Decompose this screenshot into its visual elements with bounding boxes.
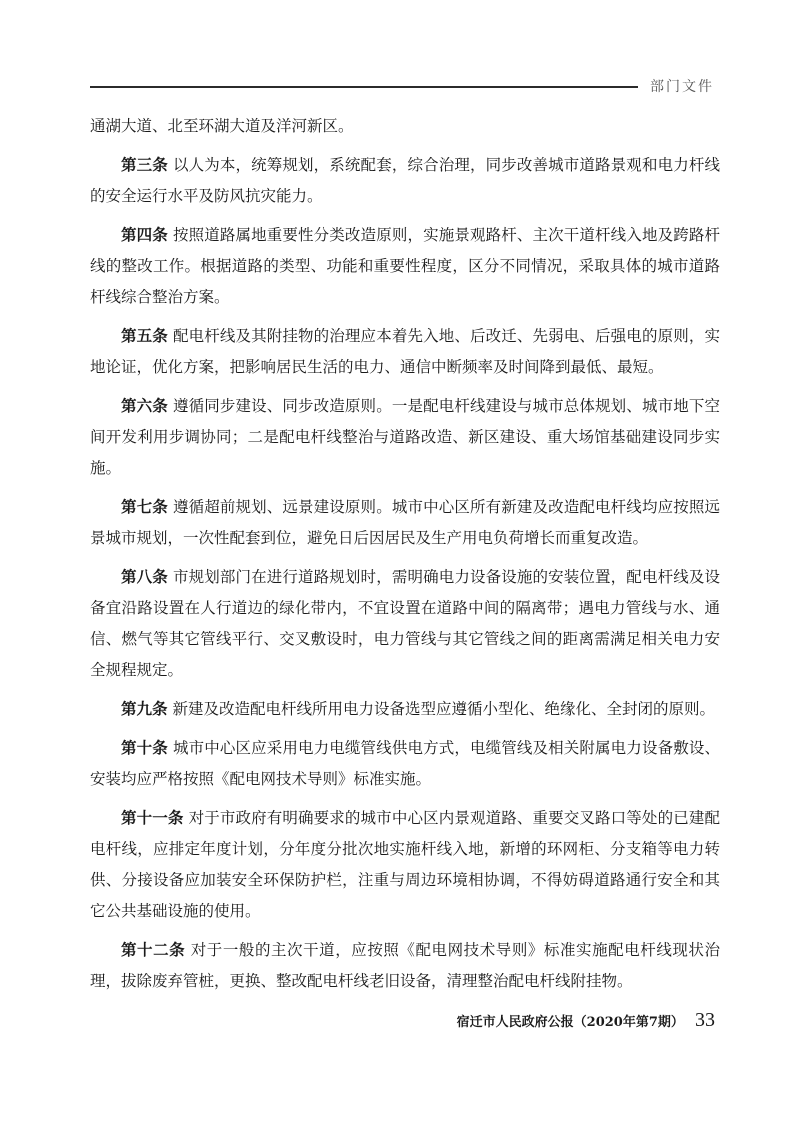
article-text: 城市中心区应采用电力电缆管线供电方式，电缆管线及相关附属电力设备敷设、安装均应严格按照《配电网技术导则》标准实施。 <box>90 739 720 788</box>
document-body <box>90 111 720 1005</box>
article-text: 新建及改造配电杆线所用电力设备选型应遵循小型化、绝缘化、全封闭的原则。 <box>172 700 715 718</box>
article-number: 第十二条 <box>121 941 186 959</box>
page-footer <box>457 1009 715 1032</box>
article-text: 遵循超前规划、远景建设原则。城市中心区所有新建及改造配电杆线均应按照远景城市规划，一次性配套到位，避免日后因居民及生产用电负荷增长而重复改造。 <box>90 498 720 547</box>
article-5 <box>90 321 720 383</box>
article-text: 对于市政府有明确要求的城市中心区内景观道路、重要交叉路口等处的已建配电杆线，应排定年度计划，分年度分批次地实施杆线入地，新增的环网柜、分支箱等电力转供、分接设备应加装安全环保防护栏，注重与周边环境相协调，不得妨碍道路通行安全和其它公共基础设施的使用。 <box>90 809 720 920</box>
article-number: 第五条 <box>121 327 168 345</box>
paragraph-continued <box>90 111 720 142</box>
article-number: 第十条 <box>121 739 168 757</box>
article-text: 以人为本，统筹规划，系统配套，综合治理，同步改善城市道路景观和电力杆线的安全运行水平及防风抗灾能力。 <box>90 156 720 205</box>
article-number: 第八条 <box>121 568 168 586</box>
article-text: 配电杆线及其附挂物的治理应本着先入地、后改迁、先弱电、后强电的原则，实地论证，优化方案，把影响居民生活的电力、通信中断频率及时间降到最低、最短。 <box>90 327 720 376</box>
article-4 <box>90 220 720 313</box>
article-number: 第七条 <box>121 498 168 516</box>
article-9 <box>90 694 720 725</box>
paragraph-text: 通湖大道、北至环湖大道及洋河新区。 <box>90 117 354 135</box>
section-label: 部门文件 <box>650 79 714 95</box>
article-11 <box>90 803 720 927</box>
article-3 <box>90 150 720 212</box>
article-7 <box>90 492 720 554</box>
article-text: 按照道路属地重要性分类改造原则，实施景观路杆、主次干道杆线入地及跨路杆线的整改工作。根据道路的类型、功能和重要性程度，区分不同情况，采取具体的城市道路杆线综合整治方案。 <box>90 226 720 306</box>
article-12 <box>90 935 720 997</box>
publication-title: 宿迁市人民政府公报（2020年第7期） <box>456 1015 684 1030</box>
article-text: 对于一般的主次干道，应按照《配电网技术导则》标准实施配电杆线现状治理，拔除废弃管桩，更换、整改配电杆线老旧设备，清理整治配电杆线附挂物。 <box>90 941 720 990</box>
article-number: 第四条 <box>121 226 168 244</box>
article-10 <box>90 733 720 795</box>
article-text: 市规划部门在进行道路规划时，需明确电力设备设施的安装位置，配电杆线及设备宜沿路设置在人行道边的绿化带内，不宜设置在道路中间的隔离带；遇电力管线与水、通信、燃气等其它管线平行、交叉敷设时，电力管线与其它管线之间的距离需满足相关电力安全规程规定。 <box>90 568 720 679</box>
article-number: 第九条 <box>121 700 168 718</box>
article-number: 第十一条 <box>121 809 184 827</box>
article-number: 第三条 <box>121 156 168 174</box>
page-number: 33 <box>695 1009 715 1031</box>
header-rule <box>90 86 638 88</box>
article-6 <box>90 391 720 484</box>
article-8 <box>90 562 720 686</box>
article-number: 第六条 <box>121 397 168 415</box>
article-text: 遵循同步建设、同步改造原则。一是配电杆线建设与城市总体规划、城市地下空间开发利用步调协同；二是配电杆线整治与道路改造、新区建设、重大场馆基础建设同步实施。 <box>90 397 720 477</box>
